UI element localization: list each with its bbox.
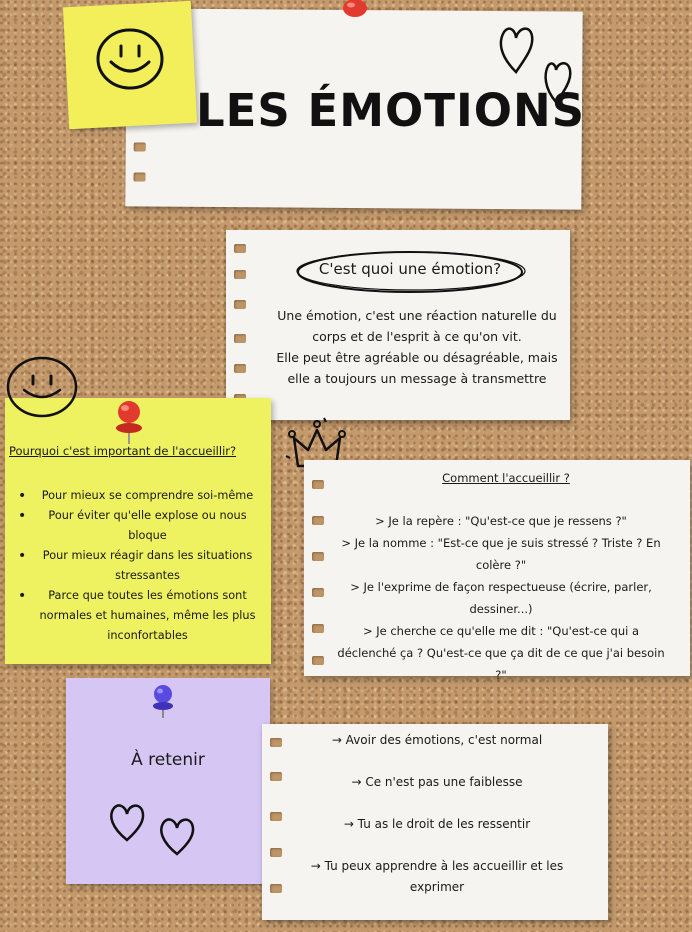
heart-icon	[496, 22, 536, 76]
what-heading: C'est quoi une émotion?	[318, 260, 502, 278]
list-item: • Pour mieux réagir dans les situations stressantes	[18, 546, 263, 586]
what-body	[262, 305, 572, 389]
binder-holes	[234, 230, 248, 420]
page-title: LES ÉMOTIONS	[196, 84, 586, 137]
push-pin-icon	[340, 0, 370, 20]
list-item: → Tu as le droit de les ressentir	[343, 817, 531, 831]
list-item: → Tu peux apprendre à les accueillir et les exprimer	[310, 859, 564, 894]
why-title: Pourquoi c'est important de l'accueillir?	[9, 444, 237, 458]
heart-icon	[156, 814, 198, 858]
list-item: → Ce n'est pas une faiblesse	[351, 775, 523, 789]
push-pin-icon	[148, 684, 178, 720]
smiley-icon	[4, 354, 80, 420]
list-item: > Je cherche ce qu'elle me dit : "Qu'est-ce qui a déclenché ça ? Qu'est-ce que ça dit de ce que j'ai besoin ?"	[337, 624, 665, 682]
retain-list	[282, 728, 592, 898]
what-heading-wrap	[292, 248, 528, 296]
what-body-line: Une émotion, c'est une réaction naturelle du	[277, 308, 557, 323]
push-pin-icon	[112, 400, 146, 446]
what-body-line: Elle peut être agréable ou désagréable, mais	[276, 350, 558, 365]
heart-icon	[106, 800, 148, 844]
list-item: > Je l'exprime de façon respectueuse (écrire, parler, dessiner...)	[350, 580, 652, 616]
binder-holes	[312, 460, 326, 676]
list-item: > Je la repère : "Qu'est-ce que je ressens ?"	[375, 514, 627, 528]
what-body-line: elle a toujours un message à transmettre	[287, 371, 547, 386]
list-item: > Je la nomme : "Est-ce que je suis stressé ? Triste ? En colère ?"	[341, 536, 661, 572]
why-list	[18, 486, 263, 646]
smiley-icon	[94, 26, 166, 92]
how-title: Comment l'accueillir ?	[442, 471, 570, 485]
list-item: • Pour éviter qu'elle explose ou nous bloque	[18, 506, 263, 546]
list-item: → Avoir des émotions, c'est normal	[331, 733, 543, 747]
retain-title: À retenir	[131, 750, 205, 770]
how-list	[332, 510, 670, 686]
list-item: • Pour mieux se comprendre soi-même	[18, 486, 263, 506]
list-item: • Parce que toutes les émotions sont normales et humaines, même les plus inconfortables	[18, 586, 263, 646]
heart-icon	[540, 56, 574, 106]
what-body-line: corps et de l'esprit à ce qu'on vit.	[312, 329, 522, 344]
